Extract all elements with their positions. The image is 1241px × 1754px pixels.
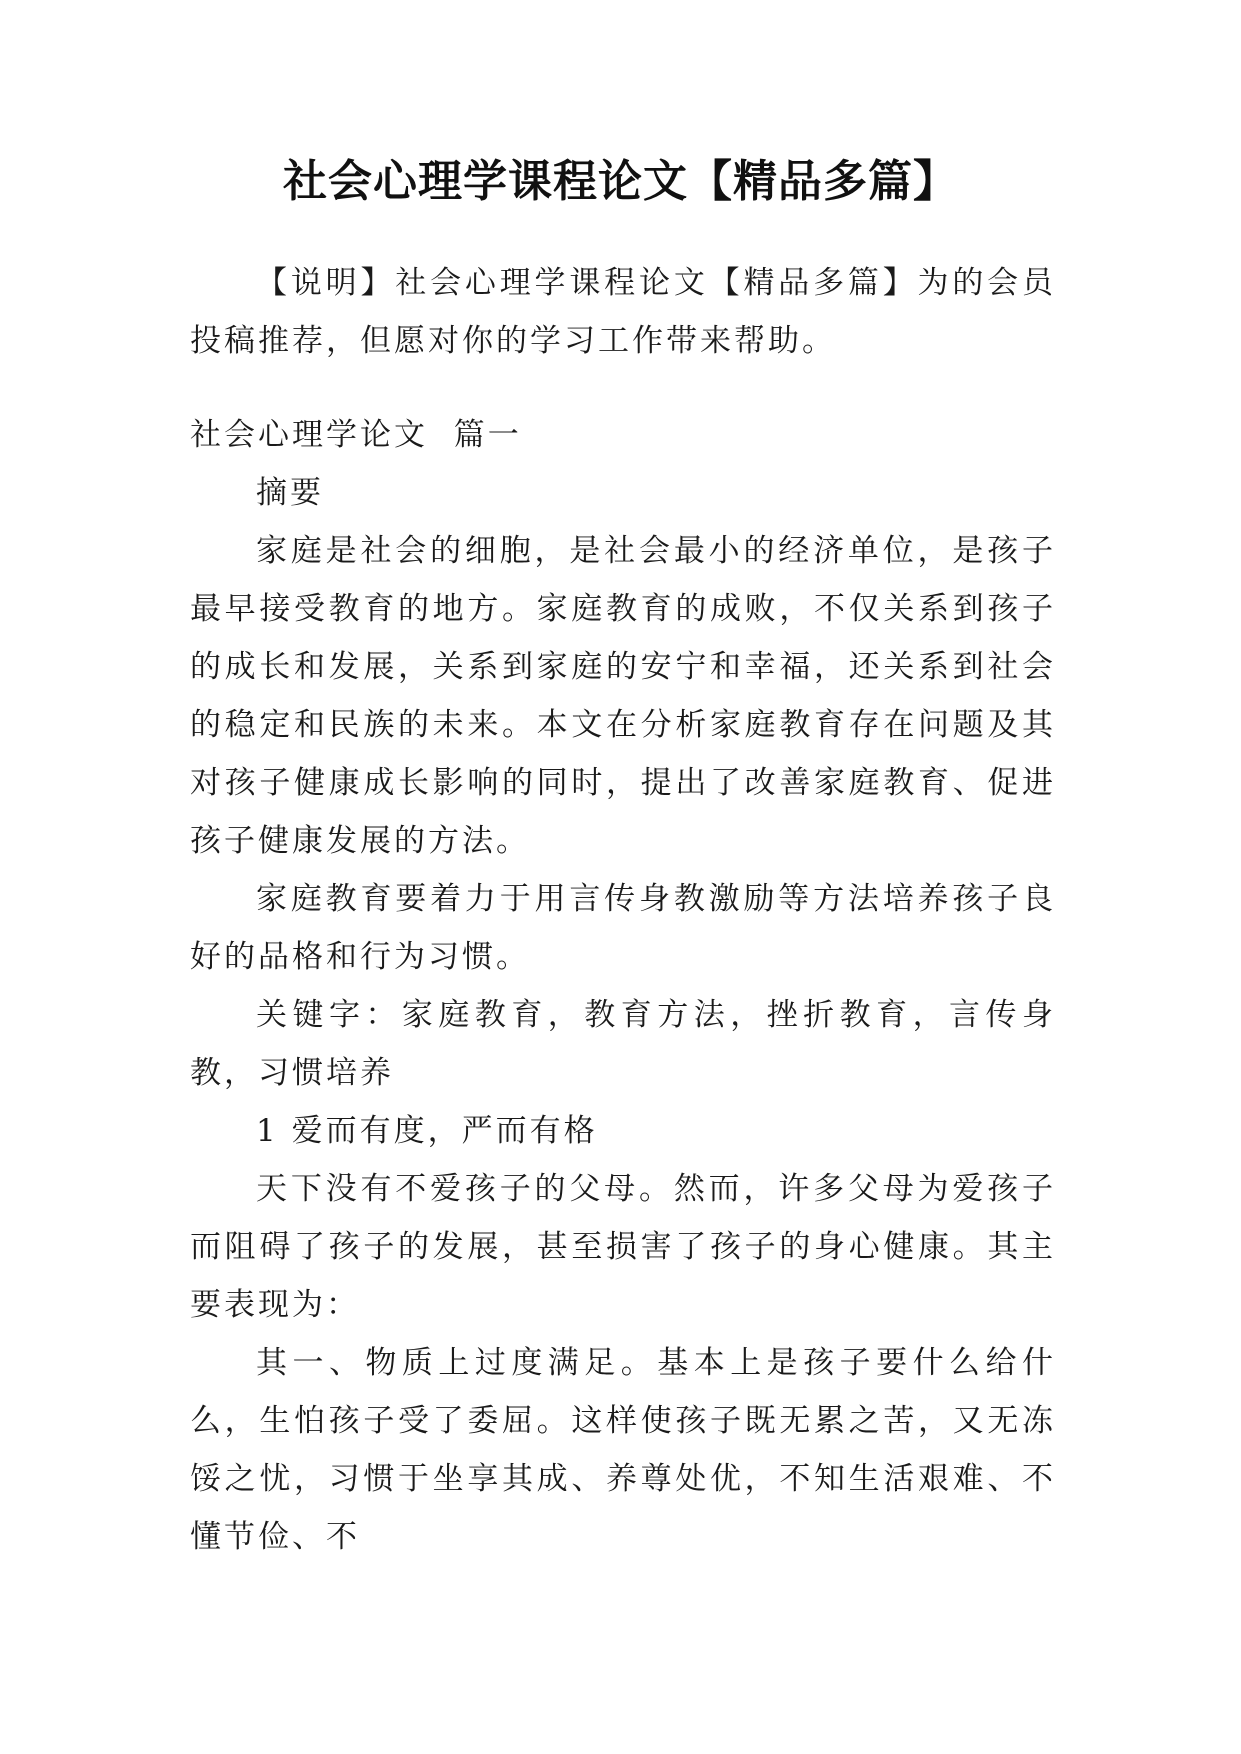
section-heading: 社会心理学论文 篇一	[190, 417, 522, 453]
body-paragraph: 家庭教育要着力于用言传身教激励等方法培养孩子良好的品格和行为习惯。	[190, 881, 1056, 975]
document-body	[190, 254, 1056, 1566]
body-paragraph: 家庭是社会的细胞，是社会最小的经济单位，是孩子最早接受教育的地方。家庭教育的成败，不仅关系到孩子的成长和发展，关系到家庭的安宁和幸福，还关系到社会的稳定和民族的未来。本文在分析家庭教育存在问题及其对孩子健康成长影响的同时，提出了改善家庭教育、促进孩子健康发展的方法。	[190, 533, 1056, 859]
subsection-heading: 1 爱而有度，严而有格	[256, 1113, 598, 1149]
note-paragraph: 【说明】社会心理学课程论文【精品多篇】为的会员投稿推荐，但愿对你的学习工作带来帮助。	[190, 265, 1056, 359]
spacer	[190, 370, 1056, 406]
keywords-paragraph: 关键字：家庭教育，教育方法，挫折教育，言传身教，习惯培养	[190, 997, 1056, 1091]
body-paragraph: 天下没有不爱孩子的父母。然而，许多父母为爱孩子而阻碍了孩子的发展，甚至损害了孩子的身心健康。其主要表现为：	[190, 1171, 1056, 1323]
body-paragraph: 其一、物质上过度满足。基本上是孩子要什么给什么，生怕孩子受了委屈。这样使孩子既无累之苦，又无冻馁之忧，习惯于坐享其成、养尊处优，不知生活艰难、不懂节俭、不	[190, 1345, 1056, 1555]
document-title: 社会心理学课程论文【精品多篇】	[283, 156, 958, 207]
abstract-heading: 摘要	[256, 475, 324, 511]
